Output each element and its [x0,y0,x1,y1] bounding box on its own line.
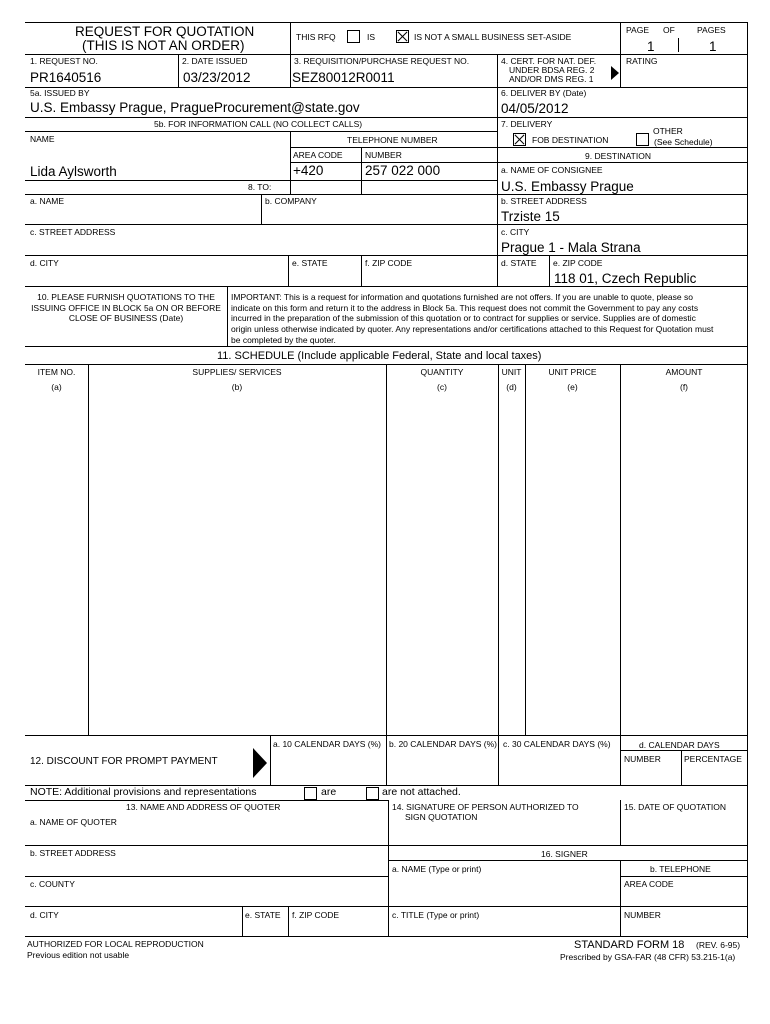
form-title: REQUEST FOR QUOTATION [75,24,255,39]
fob-destination-label: FOB DESTINATION [532,135,609,145]
form-subtitle: (THIS IS NOT AN ORDER) [82,38,245,53]
to-label: 8. TO: [248,182,272,192]
signer-name-label: a. NAME (Type or print) [392,864,482,874]
rule [361,147,362,194]
rule [388,860,748,861]
form-revision: (REV. 6-95) [696,940,741,950]
rule [498,364,499,785]
rule [290,22,291,87]
fob-destination-checkbox[interactable] [513,133,526,146]
date-issued-value: 03/23/2012 [183,70,251,85]
rule [88,364,89,735]
other-checkbox[interactable] [636,133,649,146]
rule [497,194,748,195]
discount-label: 12. DISCOUNT FOR PROMPT PAYMENT [30,756,218,767]
see-schedule-label: (See Schedule) [654,137,713,147]
rule [620,22,621,87]
rule [290,147,497,148]
rule [25,180,497,181]
consignee-label: a. NAME OF CONSIGNEE [501,165,603,175]
deliver-by-label: 6. DELIVER BY (Date) [501,88,587,98]
rule [25,800,388,801]
to-name-label: a. NAME [30,196,65,206]
col-supplies-sub: (b) [231,382,243,392]
signature-label-1: 14. SIGNATURE OF PERSON AUTHORIZED TO [392,802,579,812]
rule [361,255,362,286]
rule [678,38,679,52]
number-label: NUMBER [365,150,402,160]
discount-30-label: c. 30 CALENDAR DAYS (%) [503,739,611,749]
rule [25,255,748,256]
signer-title-label: c. TITLE (Type or print) [392,910,480,920]
previous-edition: Previous edition not usable [27,950,130,960]
other-label: OTHER [653,126,683,136]
prescribed-by: Prescribed by GSA-FAR (48 CFR) 53.215-1(a) [560,952,736,962]
rule [25,936,748,937]
rule [25,286,748,287]
signature-label-2: SIGN QUOTATION [405,812,478,822]
rule [261,194,262,224]
quoter-county-label: c. COUNTY [30,879,75,889]
discount-20-label: b. 20 CALENDAR DAYS (%) [389,739,498,749]
contact-name-value: Lida Aylsworth [30,164,117,179]
of-label: OF [663,25,675,35]
delivery-label: 7. DELIVERY [501,119,553,129]
col-unit-sub: (d) [506,382,517,392]
rule [497,162,748,163]
schedule-title: 11. SCHEDULE (Include applicable Federal, State and local taxes) [217,350,542,362]
is-checkbox[interactable] [347,30,360,43]
rule [25,54,748,55]
rule [25,131,497,132]
col-supplies-label: SUPPLIES/ SERVICES [192,367,282,377]
discount-percentage-label: PERCENTAGE [684,754,742,764]
rule [497,54,498,286]
is-not-label: IS NOT A SMALL BUSINESS SET-ASIDE [414,32,572,42]
to-company-label: b. COMPANY [265,196,317,206]
dest-state-label: d. STATE [501,258,537,268]
page-label: PAGE [626,25,649,35]
col-amount-sub: (f) [679,382,689,392]
furnish-quotations-label: 10. PLEASE FURNISH QUOTATIONS TO THE ISSUING OFFICE IN BLOCK 5a ON OR BEFORE CLOSE OF BUSINESS (Date) [31,292,221,324]
are-not-checkbox[interactable] [366,787,379,800]
quoter-address-label: 13. NAME AND ADDRESS OF QUOTER [126,802,281,812]
dest-zip-value: 118 01, Czech Republic [554,271,697,286]
rule [620,364,621,785]
rule [386,364,387,785]
col-unit-label: UNIT [501,367,522,377]
quotation-date-label: 15. DATE OF QUOTATION [624,802,727,812]
rule [290,131,291,194]
name-label: NAME [30,134,55,144]
are-not-label: are not attached. [382,786,461,798]
to-city-label: d. CITY [30,258,59,268]
rule [549,255,550,286]
telephone-label: TELEPHONE NUMBER [347,135,438,145]
quoter-street-label: b. STREET ADDRESS [30,848,116,858]
discount-number-label: NUMBER [624,754,661,764]
signer-label: 16. SIGNER [541,849,588,859]
consignee-value: U.S. Embassy Prague [501,179,634,194]
rule [620,860,621,936]
page-value: 1 [647,39,655,54]
requisition-label: 3. REQUISITION/PURCHASE REQUEST NO. [294,56,470,66]
arrow-right-icon [253,748,267,778]
cert-label-2: UNDER BDSA REG. 2 [509,65,595,75]
col-unit-price-label: UNIT PRICE [548,367,597,377]
rule [681,750,682,785]
quoter-name-label: a. NAME OF QUOTER [30,817,117,827]
col-amount-label: AMOUNT [665,367,703,377]
col-quantity-sub: (c) [437,382,447,392]
phone-number-value: 257 022 000 [365,163,441,178]
rule [525,364,526,735]
issued-by-value: U.S. Embassy Prague, PragueProcurement@state.gov [30,100,360,115]
rule [242,906,243,936]
request-no-value: PR1640516 [30,70,102,85]
col-item-no-label: ITEM NO. [37,367,76,377]
rule [620,750,748,751]
rating-label: RATING [626,56,658,66]
note-text: NOTE: Additional provisions and representations [30,786,257,798]
rule [25,906,748,907]
col-quantity-label: QUANTITY [420,367,464,377]
rule [497,147,748,148]
dest-street-value: Trziste 15 [501,209,560,224]
rule [25,876,388,877]
quoter-state-label: e. STATE [245,910,281,920]
arrow-right-icon [611,66,619,80]
rule [25,117,748,118]
rule [620,876,748,877]
to-zip-label: f. ZIP CODE [365,258,413,268]
are-label: are [321,786,337,798]
request-no-label: 1. REQUEST NO. [30,56,98,66]
deliver-by-value: 04/05/2012 [501,101,569,116]
col-unit-price-sub: (e) [567,382,578,392]
info-call-label: 5b. FOR INFORMATION CALL (NO COLLECT CALLS) [154,119,363,129]
to-state-label: e. STATE [292,258,328,268]
col-item-no-sub: (a) [51,382,62,392]
pages-value: 1 [709,39,717,54]
signer-number-label: NUMBER [624,910,661,920]
quoter-city-label: d. CITY [30,910,59,920]
dest-city-value: Prague 1 - Mala Strana [501,240,641,255]
area-code-value: +420 [293,163,324,178]
issued-by-label: 5a. ISSUED BY [30,88,90,98]
rule [288,255,289,286]
rule [388,800,389,936]
cert-label-3: AND/OR DMS REG. 1 [509,74,594,84]
rule [25,346,748,347]
rule [25,87,748,88]
rule [270,735,271,785]
date-issued-label: 2. DATE ISSUED [182,56,248,66]
this-rfq-label: THIS RFQ [296,32,336,42]
rule [25,845,748,846]
dest-zip-label: e. ZIP CODE [553,258,603,268]
are-checkbox[interactable] [304,787,317,800]
signer-area-code-label: AREA CODE [624,879,674,889]
pages-label: PAGES [697,25,726,35]
quoter-zip-label: f. ZIP CODE [292,910,340,920]
signer-telephone-label: b. TELEPHONE [650,864,711,874]
calendar-days-label: d. CALENDAR DAYS [639,740,720,750]
is-not-checkbox[interactable] [396,30,409,43]
is-label: IS [367,32,376,42]
authorized-reproduction: AUTHORIZED FOR LOCAL REPRODUCTION [27,939,204,949]
rule [178,54,179,87]
discount-10-label: a. 10 CALENDAR DAYS (%) [273,739,382,749]
rule [25,224,748,225]
dest-city-label: c. CITY [501,227,530,237]
area-code-label: AREA CODE [293,150,343,160]
dest-street-label: b. STREET ADDRESS [501,196,587,206]
cert-label-1: 4. CERT. FOR NAT. DEF. [501,56,597,66]
destination-label: 9. DESTINATION [585,151,651,161]
rule [288,906,289,936]
rule [227,286,228,346]
to-street-label: c. STREET ADDRESS [30,227,116,237]
requisition-value: SEZ80012R0011 [292,70,395,85]
rule [620,800,621,845]
form-number: STANDARD FORM 18 [574,939,685,951]
important-notice: IMPORTANT: This is a request for information and quotations furnished are not offers. If you are unable to quote, please so indicate on this form and return it to the address in Block 5a. This request does not commit the Government to pay any costs incurred in the preparation of the submission of this quotation or to contract for supplies or service. Supplies are of domestic origin unless otherwise indicated by quoter. Any representations and/or certifications attached to this Request for Quotation must be completed by the quoter. [231,292,714,345]
